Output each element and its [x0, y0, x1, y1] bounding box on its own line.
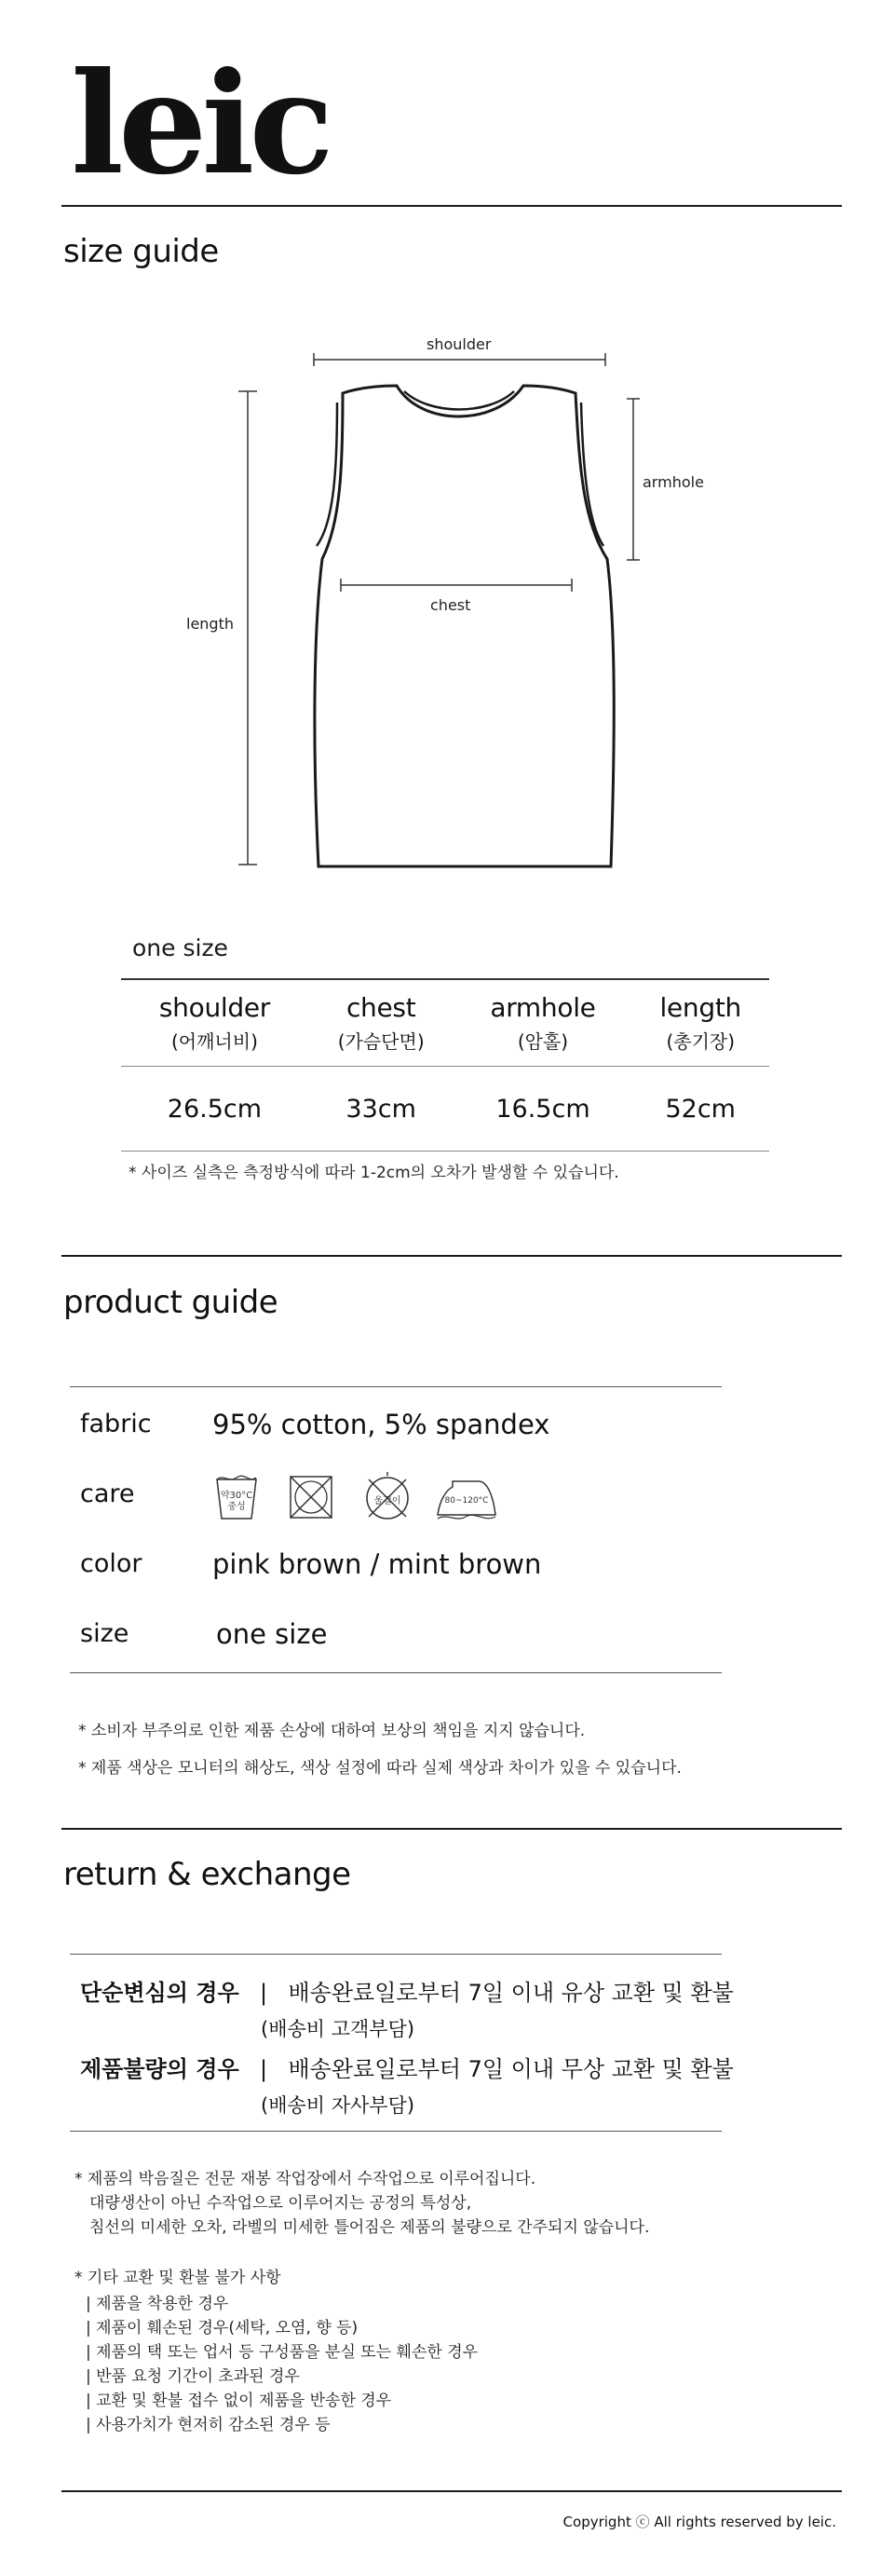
exceptions-title: * 기타 교환 및 환불 불가 사항 [74, 2269, 281, 2287]
value-length: 52cm [665, 1094, 736, 1124]
size-label: size [80, 1619, 129, 1648]
list-item: | 교환 및 환불 접수 없이 제품을 반송한 경우 [86, 2392, 392, 2410]
list-item: | 반품 요청 기간이 초과된 경우 [86, 2367, 300, 2386]
value-chest: 33cm [345, 1094, 416, 1124]
size-table [121, 978, 769, 1152]
product-guide-title: product guide [63, 1284, 278, 1321]
wash-30-neutral-icon: 약30°C 중성 [212, 1470, 261, 1522]
section-divider [61, 1255, 842, 1257]
care-label: care [80, 1479, 135, 1508]
list-item: | 제품이 훼손된 경우(세탁, 오염, 향 등) [86, 2319, 359, 2337]
brand-logo: leic [71, 42, 329, 206]
garment-size-diagram [177, 326, 680, 876]
value-armhole: 16.5cm [495, 1094, 590, 1124]
product-note-1: * 소비자 부주의로 인한 제품 손상에 대하여 보상의 책임을 지지 않습니다. [78, 1722, 586, 1740]
list-item: | 제품을 착용한 경우 [86, 2295, 229, 2313]
iron-temperature-icon: 80~120°C [434, 1470, 499, 1522]
list-item: | 사용가치가 현저히 감소된 경우 등 [86, 2416, 331, 2434]
table-row [121, 1067, 769, 1152]
size-name: one size [132, 934, 228, 961]
return-top-rule [70, 1954, 722, 1955]
fabric-label: fabric [80, 1410, 152, 1438]
product-guide-bottom-rule [70, 1672, 722, 1673]
list-item: | 제품의 택 또는 업서 등 구성품을 분실 또는 훼손한 경우 [86, 2343, 479, 2362]
diagram-label-length: length [186, 615, 234, 633]
diagram-label-armhole: armhole [643, 473, 704, 491]
col-chest: chest (가슴단면) [337, 992, 425, 1053]
diagram-label-shoulder: shoulder [427, 335, 492, 353]
exceptions-list [86, 2292, 478, 2437]
color-label: color [80, 1549, 142, 1578]
return-exchange-title: return & exchange [63, 1856, 351, 1893]
policy-sub-change-of-mind: (배송비 고객부담) [261, 2018, 415, 2040]
size-table-header [121, 979, 769, 1067]
col-length: length (총기장) [659, 992, 741, 1053]
policy-row-change-of-mind: 단순변심의 경우 | 배송완료일로부터 7일 이내 유상 교환 및 환불 [80, 1980, 734, 2006]
diagram-label-chest: chest [430, 596, 471, 614]
size-note: * 사이즈 실측은 측정방식에 따라 1-2cm의 오차가 발생할 수 있습니다. [129, 1164, 619, 1182]
col-armhole: armhole (암홀) [490, 992, 596, 1053]
return-bottom-rule [70, 2131, 722, 2132]
header-divider [61, 205, 842, 207]
policy-row-defect: 제품불량의 경우 | 배송완료일로부터 7일 이내 무상 교환 및 환불 [80, 2056, 734, 2082]
col-shoulder: shoulder (어깨너비) [158, 992, 270, 1053]
footer-divider [61, 2490, 842, 2492]
size-guide-title: size guide [63, 233, 219, 270]
copyright: Copyright ⓒ All rights reserved by leic. [562, 2514, 836, 2530]
value-shoulder: 26.5cm [167, 1094, 263, 1124]
no-bleach-icon [287, 1470, 335, 1522]
section-divider [61, 1828, 842, 1830]
product-note-2: * 제품 색상은 모니터의 해상도, 색상 설정에 따라 실제 색상과 차이가 있을 수 있습니다. [78, 1759, 682, 1778]
handmade-notice: * 제품의 박음질은 전문 재봉 작업장에서 수작업으로 이루어집니다. 대량생산이 아닌 수작업으로 이루어지는 공정의 특성상, 침선의 미세한 오차, 라벨의 미세한 틀어짐은 제품의 불량으로 간주되지 않습니다. [74, 2170, 650, 2237]
policy-sub-defect: (배송비 자사부담) [261, 2094, 415, 2117]
no-dryclean-icon: 울걸이 [361, 1470, 410, 1522]
size-value: one size [216, 1618, 328, 1650]
fabric-value: 95% cotton, 5% spandex [212, 1409, 550, 1440]
color-value: pink brown / mint brown [212, 1548, 542, 1580]
product-guide-top-rule [70, 1386, 722, 1387]
